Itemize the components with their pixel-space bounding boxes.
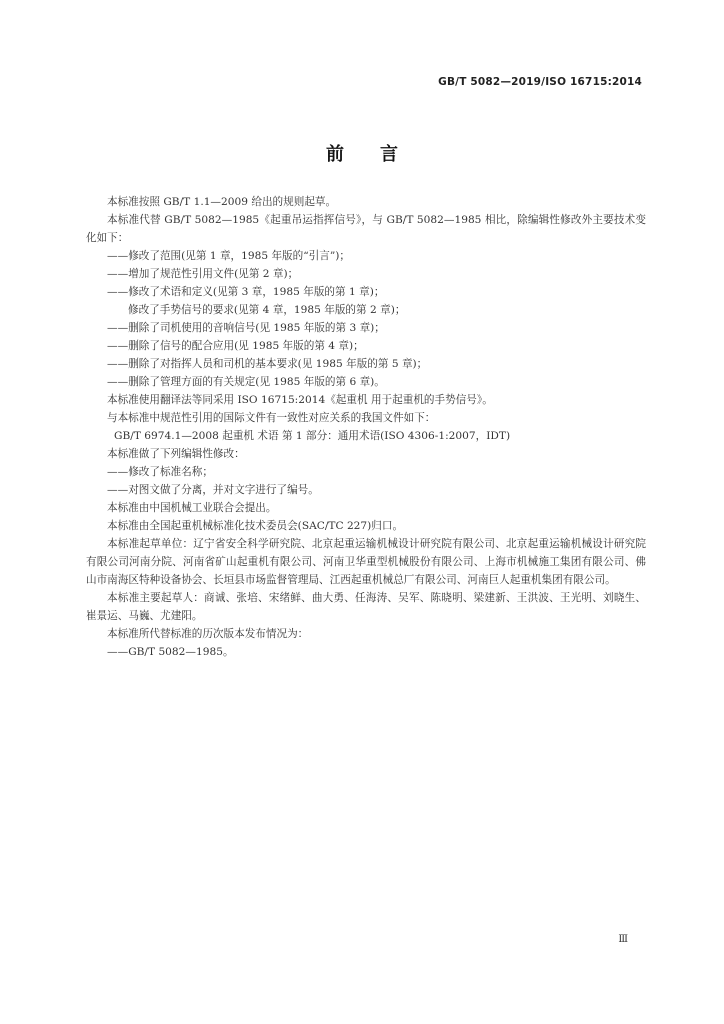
paragraph: 本标准做了下列编辑性修改： xyxy=(107,448,245,460)
paragraph: 本标准使用翻译法等同采用 ISO 16715:2014《起重机 用于起重机的手势信号》。 xyxy=(107,394,493,406)
foreword-body xyxy=(86,193,646,661)
list-item: ——GB/T 5082—1985。 xyxy=(107,646,234,658)
page-number: Ⅲ xyxy=(618,934,628,945)
page-title: 前言 xyxy=(326,144,434,165)
list-item: ——删除了管理方面的有关规定(见 1985 年版的第 6 章)。 xyxy=(107,376,385,388)
list-item: ——增加了规范性引用文件(见第 2 章)； xyxy=(107,268,299,280)
paragraph: 本标准代替 GB/T 5082—1985《起重吊运指挥信号》，与 GB/T 5082—1985 相比，除编辑性修改外主要技术变化如下： xyxy=(86,214,646,244)
paragraph: 本标准由中国机械工业联合会提出。 xyxy=(107,502,277,514)
paragraph: 本标准由全国起重机械标准化技术委员会(SAC/TC 227)归口。 xyxy=(107,520,404,532)
list-item: ——删除了对指挥人员和司机的基本要求(见 1985 年版的第 5 章)； xyxy=(107,358,428,370)
drafting-organizations: 本标准起草单位：辽宁省安全科学研究院、北京起重运输机械设计研究院有限公司、北京起重运输机械设计研究院有限公司河南分院、河南省矿山起重机有限公司、河南卫华重型机械股份有限公司、上海市机械施工集团有限公司、佛山市南海区特种设备协会、长垣县市场监督管理局、江西起重机械总厂有限公司、河南巨人起重机集团有限公司。 xyxy=(86,538,646,586)
reference-entry: GB/T 6974.1—2008 起重机 术语 第 1 部分：通用术语(ISO 4306-1:2007，IDT) xyxy=(114,430,511,442)
standard-number-header: GB/T 5082—2019/ISO 16715:2014 xyxy=(438,76,642,88)
paragraph: 本标准所代替标准的历次版本发布情况为： xyxy=(107,628,309,640)
list-item: ——删除了信号的配合应用(见 1985 年版的第 4 章)； xyxy=(107,340,364,352)
list-item: ——删除了司机使用的音响信号(见 1985 年版的第 3 章)； xyxy=(107,322,385,334)
list-item-continuation: 修改了手势信号的要求(见第 4 章，1985 年版的第 2 章)； xyxy=(128,304,406,316)
paragraph: 本标准按照 GB/T 1.1—2009 给出的规则起草。 xyxy=(107,196,337,208)
list-item: ——修改了范围(见第 1 章，1985 年版的“引言”)； xyxy=(107,250,350,262)
list-item: ——修改了标准名称； xyxy=(107,466,213,478)
paragraph: 与本标准中规范性引用的国际文件有一致性对应关系的我国文件如下： xyxy=(107,412,436,424)
main-drafters: 本标准主要起草人：商诚、张培、宋绪鲜、曲大勇、任海涛、吴军、陈晓明、梁建新、王洪波、王光明、刘晓生、崔景运、马巍、尤建阳。 xyxy=(86,592,646,622)
list-item: ——对图文做了分离，并对文字进行了编号。 xyxy=(107,484,319,496)
list-item: ——修改了术语和定义(见第 3 章，1985 年版的第 1 章)； xyxy=(107,286,385,298)
